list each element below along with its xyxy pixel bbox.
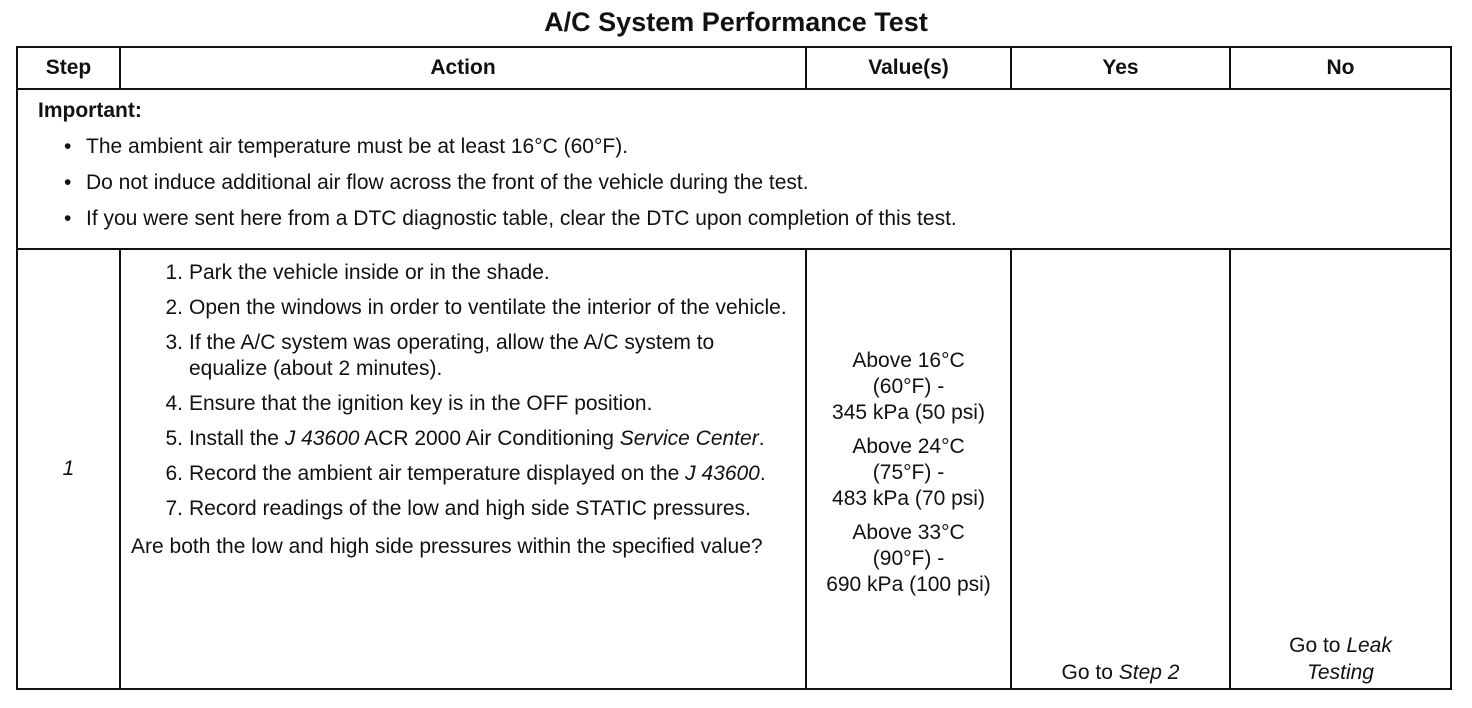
- bullet-icon: •: [64, 207, 72, 230]
- important-bullet: [38, 206, 1450, 232]
- action-item-text: .: [758, 427, 765, 450]
- tool-reference: Service Center: [619, 427, 759, 450]
- value-temperature-f: (60°F) -: [872, 375, 945, 398]
- page-title: A/C System Performance Test: [544, 7, 928, 37]
- header-step: Step: [17, 47, 120, 89]
- performance-test-table: [16, 46, 1452, 690]
- tool-reference: J 43600: [685, 462, 760, 485]
- bullet-icon: •: [64, 135, 72, 158]
- action-item-text: Open the windows in order to ventilate the interior of the vehicle.: [189, 296, 787, 319]
- action-item-text: ACR 2000 Air Conditioning: [359, 427, 620, 450]
- value-spec: [807, 348, 1010, 426]
- action-item-text: Record readings of the low and high side STATIC pressures.: [189, 497, 751, 520]
- action-item-number: 7.: [165, 497, 183, 520]
- action-item: [131, 426, 789, 452]
- value-temperature: Above 24°C: [852, 435, 965, 458]
- action-item: [131, 260, 789, 286]
- value-temperature-f: (75°F) -: [872, 461, 945, 484]
- important-bullet-text: Do not induce additional air flow across the front of the vehicle during the test.: [86, 171, 809, 194]
- action-item: [131, 496, 789, 522]
- action-cell: [120, 249, 806, 689]
- tool-reference: J 43600: [284, 427, 360, 450]
- action-item-number: 1.: [165, 261, 183, 284]
- no-cell: [1230, 249, 1451, 689]
- yes-prefix: Go to: [1061, 661, 1119, 684]
- value-spec: [807, 434, 1010, 512]
- go-to-leak-testing-link[interactable]: Leak: [1346, 634, 1392, 657]
- action-item-number: 3.: [165, 331, 183, 354]
- value-temperature-f: (90°F) -: [872, 547, 945, 570]
- action-item-text: Record the ambient air temperature displayed on the: [189, 462, 686, 485]
- important-bullet-text: The ambient air temperature must be at least 16°C (60°F).: [86, 135, 629, 158]
- value-pressure: 483 kPa (70 psi): [832, 487, 985, 510]
- action-item-number: 6.: [165, 462, 183, 485]
- header-row: [17, 47, 1451, 89]
- value-pressure: 690 kPa (100 psi): [826, 573, 991, 596]
- value-temperature: Above 16°C: [852, 349, 965, 372]
- action-item: [131, 295, 789, 321]
- action-item: [131, 461, 789, 487]
- header-values: Value(s): [806, 47, 1011, 89]
- important-bullet: [38, 170, 1450, 196]
- action-item-text: Park the vehicle inside or in the shade.: [189, 261, 550, 284]
- header-action: Action: [120, 47, 806, 89]
- value-spec: [807, 520, 1010, 598]
- action-item-text: Ensure that the ignition key is in the OFF position.: [189, 392, 653, 415]
- value-temperature: Above 33°C: [852, 521, 965, 544]
- important-bullet: [38, 134, 1450, 160]
- step-1-row: [17, 249, 1451, 689]
- yes-cell: [1011, 249, 1230, 689]
- action-item-text: Install the: [189, 427, 285, 450]
- header-yes: Yes: [1011, 47, 1230, 89]
- action-item-text: If the A/C system was operating, allow the A/C system to equalize (about 2 minutes).: [189, 331, 715, 380]
- important-row: [17, 89, 1451, 249]
- go-to-step-2-link[interactable]: Step 2: [1118, 661, 1180, 684]
- action-item-number: 2.: [165, 296, 183, 319]
- action-item-number: 5.: [165, 427, 183, 450]
- values-cell: [806, 249, 1011, 689]
- action-item-number: 4.: [165, 392, 183, 415]
- value-pressure: 345 kPa (50 psi): [832, 401, 985, 424]
- action-item: [131, 391, 789, 417]
- step-number: 1: [17, 249, 120, 689]
- action-item: [131, 330, 789, 382]
- action-item-text: .: [759, 462, 766, 485]
- important-bullet-text: If you were sent here from a DTC diagnostic table, clear the DTC upon completion of this test.: [86, 207, 957, 230]
- important-cell: [17, 89, 1451, 249]
- bullet-icon: •: [64, 171, 72, 194]
- go-to-leak-testing-link-cont[interactable]: Testing: [1307, 661, 1374, 684]
- important-label: Important:: [38, 99, 142, 122]
- no-prefix: Go to: [1289, 634, 1347, 657]
- header-no: No: [1230, 47, 1451, 89]
- step-question: Are both the low and high side pressures within the specified value?: [131, 535, 763, 558]
